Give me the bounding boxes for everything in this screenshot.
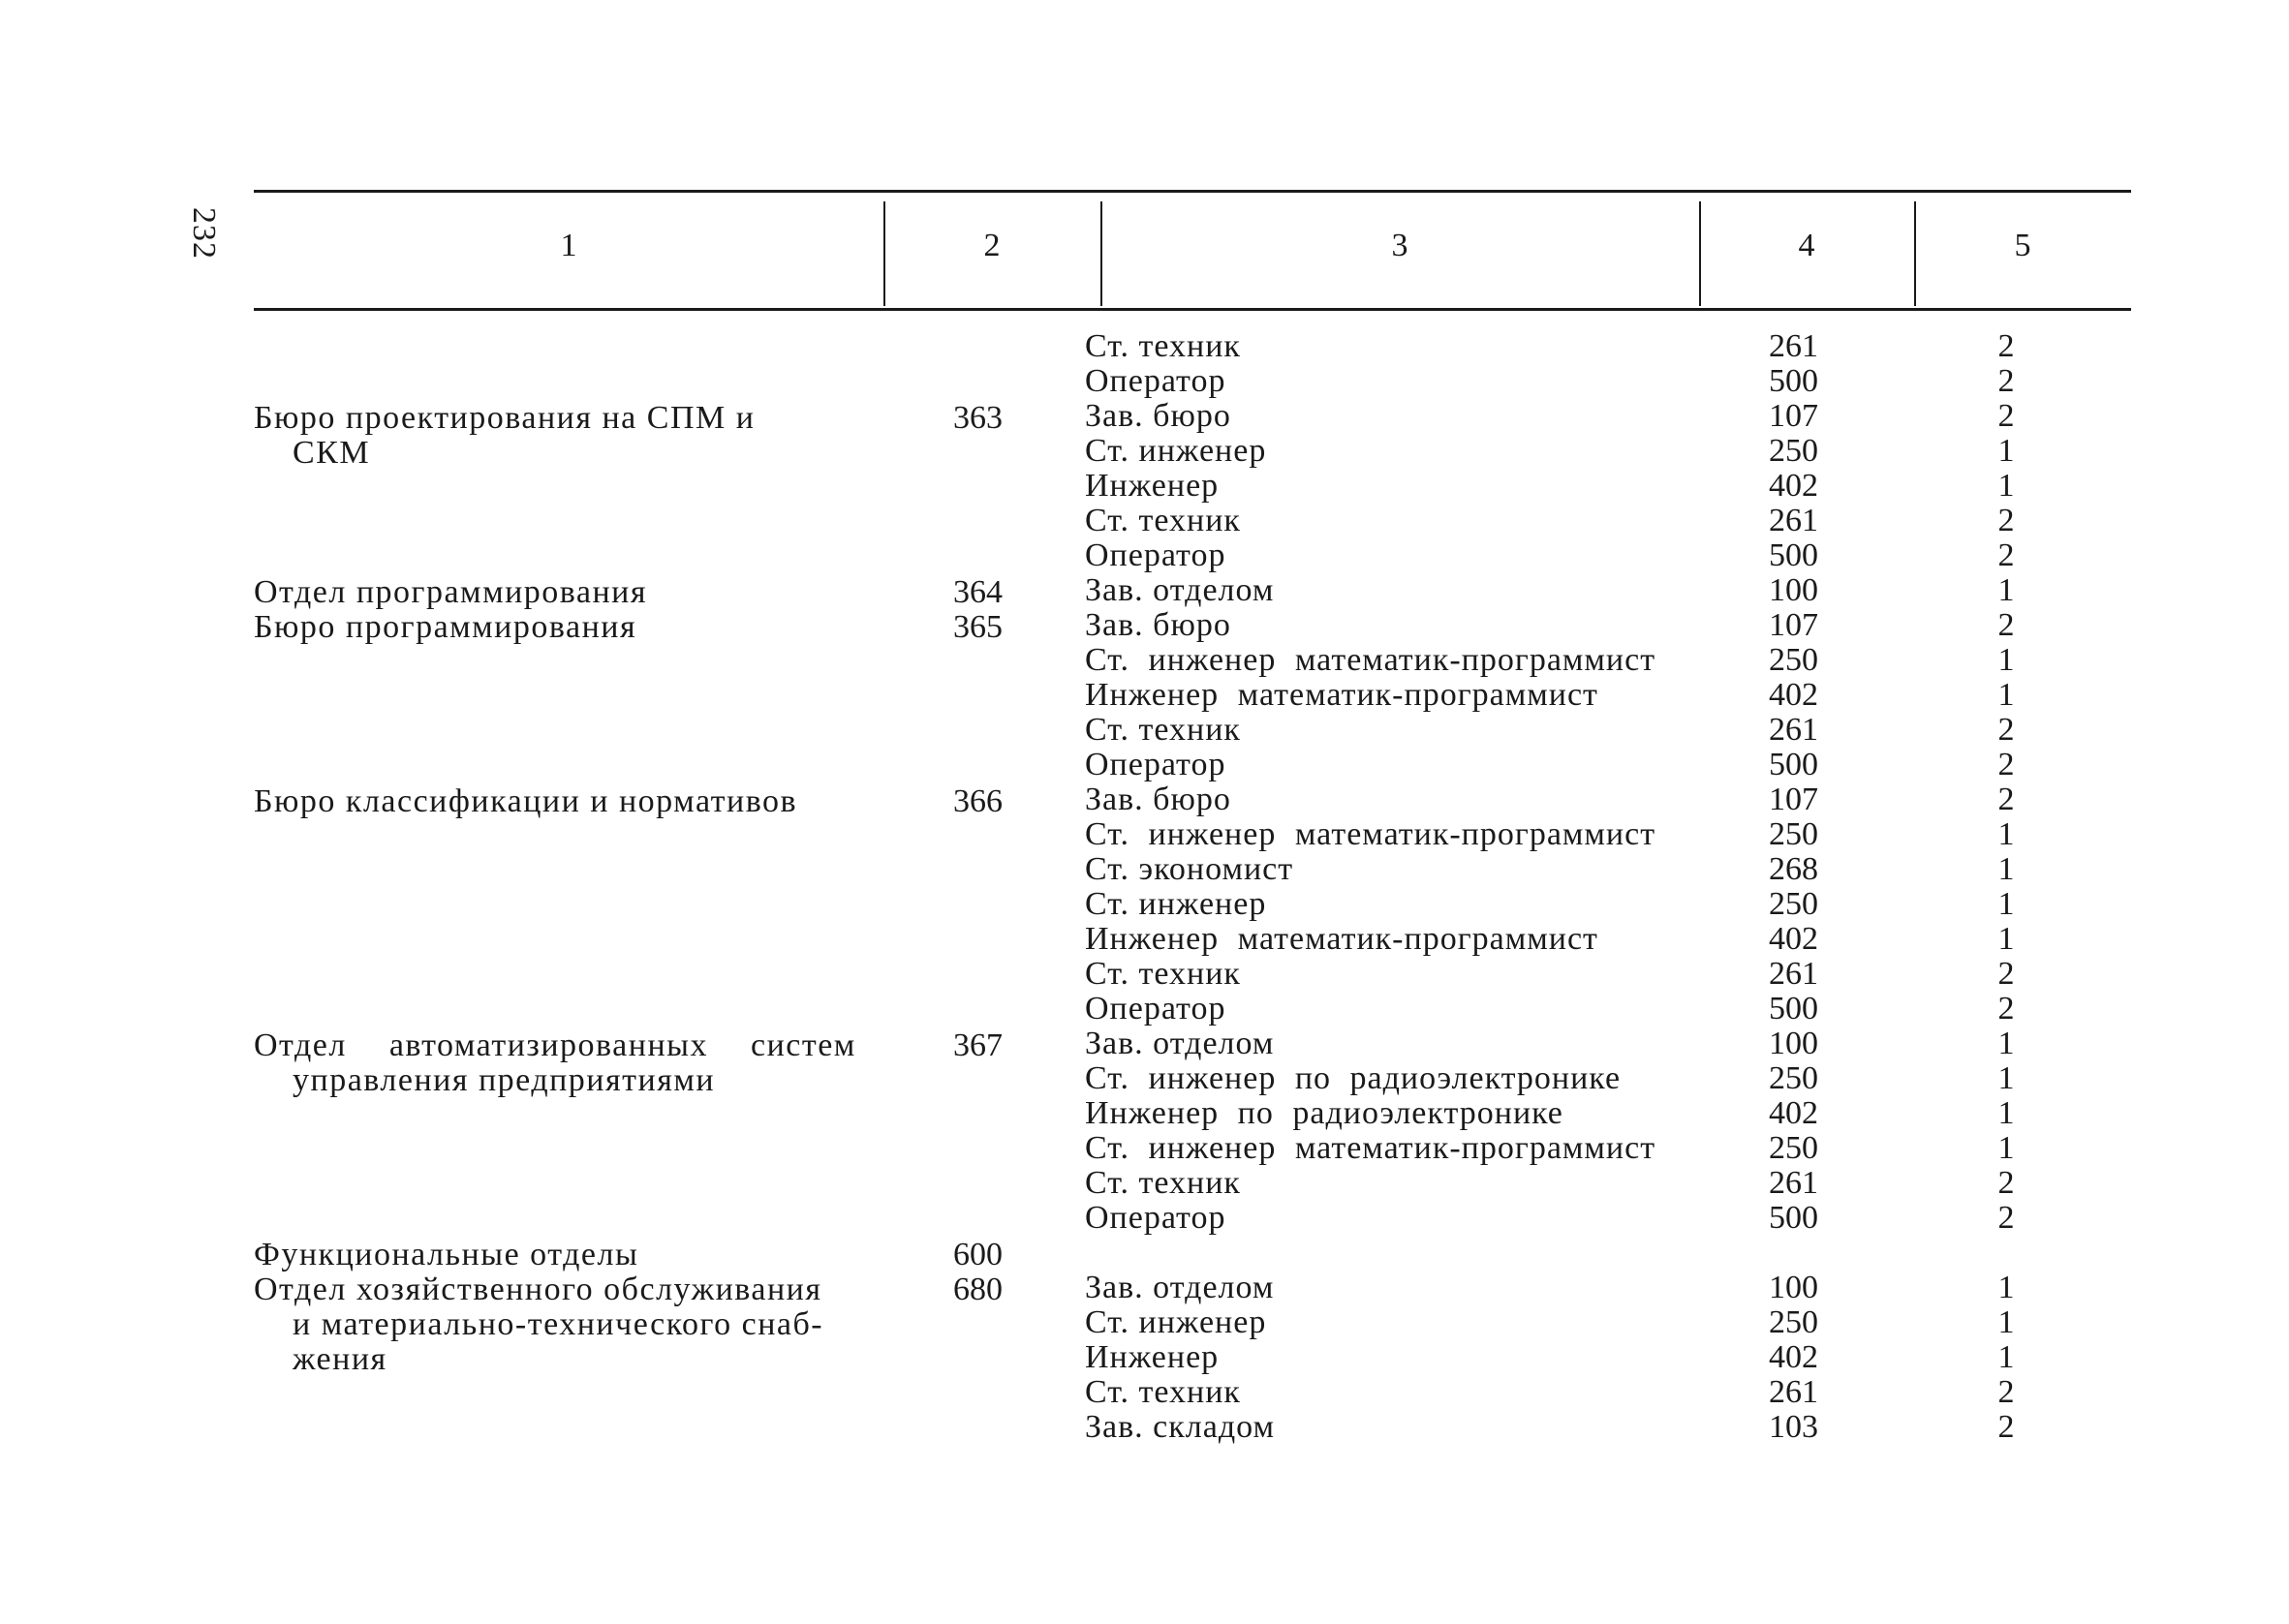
position-code: 261 — [1769, 712, 1818, 748]
position-count: 2 — [1997, 1200, 2015, 1236]
department-name-line2: и материально-технического снаб- — [293, 1306, 824, 1342]
department-name-line1: Отдел автоматизированных систем — [254, 1027, 856, 1063]
position-code: 500 — [1769, 363, 1818, 399]
position-count: 2 — [1997, 537, 2015, 573]
department-name-line1: Бюро классификации и нормативов — [254, 783, 798, 819]
position-title: Оператор — [1085, 537, 1226, 573]
position-count: 2 — [1997, 956, 2015, 992]
department-name-line2: управления предприятиями — [293, 1062, 716, 1098]
position-title: Ст. техник — [1085, 712, 1241, 748]
position-title: Ст. инженер по радиоэлектронике — [1085, 1060, 1622, 1096]
position-title: Зав. бюро — [1085, 607, 1231, 643]
department-code: 367 — [953, 1027, 1003, 1063]
position-count: 2 — [1997, 607, 2015, 643]
position-count: 1 — [1997, 1339, 2015, 1375]
position-count: 1 — [1997, 1270, 2015, 1305]
position-count: 1 — [1997, 642, 2015, 678]
position-count: 2 — [1997, 398, 2015, 434]
position-count: 1 — [1997, 1130, 2015, 1166]
position-code: 250 — [1769, 433, 1818, 469]
position-count: 1 — [1997, 921, 2015, 957]
position-title: Зав. отделом — [1085, 572, 1275, 608]
position-title: Ст. инженер математик-программист — [1085, 816, 1656, 852]
department-name — [254, 575, 874, 610]
position-title: Инженер математик-программист — [1085, 921, 1598, 957]
position-code: 103 — [1769, 1409, 1818, 1445]
header-col-1: 1 — [560, 228, 577, 263]
header-col-4: 4 — [1798, 228, 1815, 263]
header-col-2: 2 — [983, 228, 1001, 263]
department-name — [254, 784, 874, 819]
position-title: Ст. инженер — [1085, 886, 1267, 922]
position-title: Ст. техник — [1085, 1165, 1241, 1201]
department-name — [254, 1238, 874, 1272]
department-name-line1: Бюро проектирования на СПМ и — [254, 400, 756, 436]
position-count: 1 — [1997, 433, 2015, 469]
position-code: 100 — [1769, 1270, 1818, 1305]
position-title: Инженер по радиоэлектронике — [1085, 1095, 1563, 1131]
position-title: Ст. техник — [1085, 1374, 1241, 1410]
position-count: 1 — [1997, 677, 2015, 713]
department-code: 364 — [953, 574, 1003, 610]
header-col-3: 3 — [1391, 228, 1408, 263]
position-title: Оператор — [1085, 747, 1226, 782]
position-code: 107 — [1769, 781, 1818, 817]
position-title: Ст. инженер математик-программист — [1085, 1130, 1656, 1166]
department-code: 600 — [953, 1237, 1003, 1272]
position-count: 2 — [1997, 503, 2015, 538]
position-title: Ст. техник — [1085, 956, 1241, 992]
position-code: 107 — [1769, 607, 1818, 643]
position-title: Зав. бюро — [1085, 398, 1231, 434]
position-code: 107 — [1769, 398, 1818, 434]
position-code: 402 — [1769, 921, 1818, 957]
position-code: 402 — [1769, 468, 1818, 504]
position-count: 2 — [1997, 747, 2015, 782]
department-code: 366 — [953, 783, 1003, 819]
position-code: 250 — [1769, 1304, 1818, 1340]
position-count: 2 — [1997, 991, 2015, 1026]
position-title: Ст. техник — [1085, 503, 1241, 538]
position-count: 1 — [1997, 851, 2015, 887]
position-code: 500 — [1769, 1200, 1818, 1236]
header-col-5: 5 — [2014, 228, 2031, 263]
position-title: Зав. отделом — [1085, 1270, 1275, 1305]
department-name-line3: жения — [293, 1341, 387, 1377]
position-count: 1 — [1997, 816, 2015, 852]
department-name-line2: СКМ — [293, 435, 371, 471]
position-code: 402 — [1769, 1339, 1818, 1375]
position-code: 100 — [1769, 572, 1818, 608]
position-count: 1 — [1997, 1026, 2015, 1061]
position-title: Ст. инженер — [1085, 1304, 1267, 1340]
position-title: Ст. экономист — [1085, 851, 1294, 887]
position-title: Ст. инженер математик-программист — [1085, 642, 1656, 678]
department-name-line1: Отдел хозяйственного обслуживания — [254, 1272, 822, 1307]
header-bottom-rule — [254, 308, 2131, 311]
position-code: 500 — [1769, 747, 1818, 782]
position-code: 500 — [1769, 991, 1818, 1026]
position-code: 261 — [1769, 1165, 1818, 1201]
position-count: 1 — [1997, 886, 2015, 922]
position-count: 2 — [1997, 1374, 2015, 1410]
position-title: Ст. инженер — [1085, 433, 1267, 469]
position-code: 261 — [1769, 1374, 1818, 1410]
position-code: 250 — [1769, 886, 1818, 922]
position-count: 2 — [1997, 363, 2015, 399]
position-title: Инженер — [1085, 1339, 1220, 1375]
position-title: Инженер — [1085, 468, 1220, 504]
position-count: 2 — [1997, 712, 2015, 748]
position-title: Ст. техник — [1085, 328, 1241, 364]
position-code: 250 — [1769, 642, 1818, 678]
position-count: 2 — [1997, 328, 2015, 364]
department-code: 680 — [953, 1272, 1003, 1307]
department-name-line1: Отдел программирования — [254, 574, 648, 610]
department-code: 363 — [953, 400, 1003, 436]
position-title: Зав. бюро — [1085, 781, 1231, 817]
position-code: 268 — [1769, 851, 1818, 887]
department-name — [254, 1272, 874, 1377]
position-title: Зав. отделом — [1085, 1026, 1275, 1061]
top-rule — [254, 190, 2131, 193]
position-count: 1 — [1997, 572, 2015, 608]
department-code: 365 — [953, 609, 1003, 645]
department-name-line1: Бюро программирования — [254, 609, 637, 645]
position-count: 2 — [1997, 1409, 2015, 1445]
department-name — [254, 1028, 874, 1098]
position-code: 261 — [1769, 328, 1818, 364]
department-name — [254, 610, 874, 645]
position-count: 1 — [1997, 1304, 2015, 1340]
position-code: 250 — [1769, 1130, 1818, 1166]
position-count: 2 — [1997, 781, 2015, 817]
position-title: Оператор — [1085, 991, 1226, 1026]
position-count: 1 — [1997, 468, 2015, 504]
position-count: 2 — [1997, 1165, 2015, 1201]
page-number: 232 — [186, 207, 222, 260]
position-title: Оператор — [1085, 1200, 1226, 1236]
position-code: 250 — [1769, 816, 1818, 852]
position-title: Инженер математик-программист — [1085, 677, 1598, 713]
position-code: 100 — [1769, 1026, 1818, 1061]
department-name-line1: Функциональные отделы — [254, 1237, 639, 1272]
position-title: Зав. складом — [1085, 1409, 1276, 1445]
position-count: 1 — [1997, 1060, 2015, 1096]
position-code: 402 — [1769, 677, 1818, 713]
position-code: 261 — [1769, 503, 1818, 538]
position-count: 1 — [1997, 1095, 2015, 1131]
position-code: 500 — [1769, 537, 1818, 573]
position-code: 261 — [1769, 956, 1818, 992]
position-code: 250 — [1769, 1060, 1818, 1096]
position-code: 402 — [1769, 1095, 1818, 1131]
department-name — [254, 401, 874, 471]
position-title: Оператор — [1085, 363, 1226, 399]
